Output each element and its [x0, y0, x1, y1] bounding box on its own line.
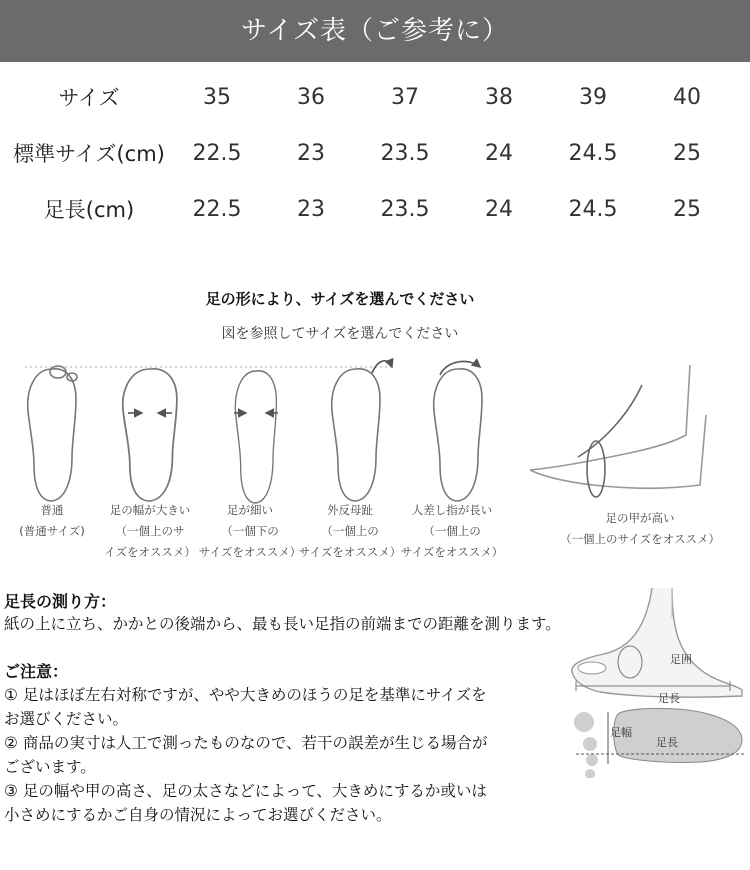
- table-cell: 36: [297, 85, 325, 110]
- measure-title: 足長の測り方：: [4, 592, 117, 611]
- size-row: [0, 182, 750, 238]
- length-label: 足長: [658, 692, 680, 705]
- foot-wide-icon: [123, 369, 177, 501]
- table-cell: 23.5: [380, 141, 430, 166]
- width-label: 足幅: [610, 726, 632, 739]
- table-cell: 25: [673, 197, 701, 222]
- note-line: ございます。: [4, 758, 96, 776]
- foot-type-label: 外反母趾 （一個上の サイズをオススメ）: [298, 503, 402, 559]
- size-row: [0, 126, 750, 182]
- girth-label: 足囲: [670, 653, 692, 666]
- note-line: 小さめにするかご自身の情況によってお選びください。: [4, 806, 392, 824]
- note-line: お選びください。: [4, 710, 129, 728]
- row-label: 標準サイズ(cm): [13, 142, 165, 166]
- foot-type-label: 人差し指が長い （一個上の サイズをオススメ）: [400, 503, 504, 559]
- foot-high-instep-icon: [530, 365, 706, 497]
- foot-normal-icon: [28, 366, 77, 501]
- table-cell: 24: [485, 197, 513, 222]
- row-label: サイズ: [58, 86, 120, 110]
- foot-shape-subtitle: 図を参照してサイズを選んでください: [221, 326, 459, 342]
- table-cell: 24.5: [568, 197, 618, 222]
- table-cell: 23: [297, 197, 325, 222]
- table-cell: 24.5: [568, 141, 618, 166]
- note-line: ① 足はほぼ左右対称ですが、やや大きめのほうの足を基準にサイズを: [4, 686, 487, 704]
- table-cell: 22.5: [192, 141, 242, 166]
- row-label: 足長(cm): [43, 198, 135, 222]
- foot-shape-title: 足の形により、サイズを選んでください: [205, 290, 475, 308]
- measure-body: 紙の上に立ち、かかとの後端から、最も長い足指の前端までの距離を測ります。: [4, 615, 561, 633]
- banner-title: サイズ表（ご参考に）: [0, 0, 750, 62]
- table-cell: 22.5: [192, 197, 242, 222]
- foot-long-second-toe-icon: [434, 361, 482, 501]
- foot-narrow-icon: [234, 371, 278, 503]
- foot-type-label: 足が細い （一個下の サイズをオススメ）: [198, 503, 302, 559]
- foot-type-label: 足の幅が大きい （一個上のサ イズをオススメ）: [104, 503, 196, 559]
- size-row: [0, 70, 750, 126]
- foot-shapes-illustration: [0, 345, 750, 505]
- table-cell: 38: [485, 85, 513, 110]
- note-line: ② 商品の実寸は人工で測ったものなので、若干の誤差が生じる場合が: [4, 734, 488, 752]
- notes-title: ご注意：: [4, 662, 69, 681]
- table-cell: 23.5: [380, 197, 430, 222]
- note-line: ③ 足の幅や甲の高さ、足の太さなどによって、大きめにするか或いは: [4, 782, 487, 800]
- foot-bunion-icon: [332, 361, 392, 501]
- table-cell: 40: [673, 85, 701, 110]
- table-cell: 23: [297, 141, 325, 166]
- table-cell: 37: [391, 85, 419, 110]
- foot-type-label: 普通 (普通サイズ): [19, 503, 85, 538]
- table-cell: 35: [203, 85, 231, 110]
- table-cell: 39: [579, 85, 607, 110]
- foot-measure-diagram: [560, 588, 750, 778]
- foot-type-label: 足の甲が高い （一個上のサイズをオススメ）: [560, 511, 720, 546]
- table-cell: 25: [673, 141, 701, 166]
- length-bottom-label: 足長: [656, 736, 678, 749]
- table-cell: 24: [485, 141, 513, 166]
